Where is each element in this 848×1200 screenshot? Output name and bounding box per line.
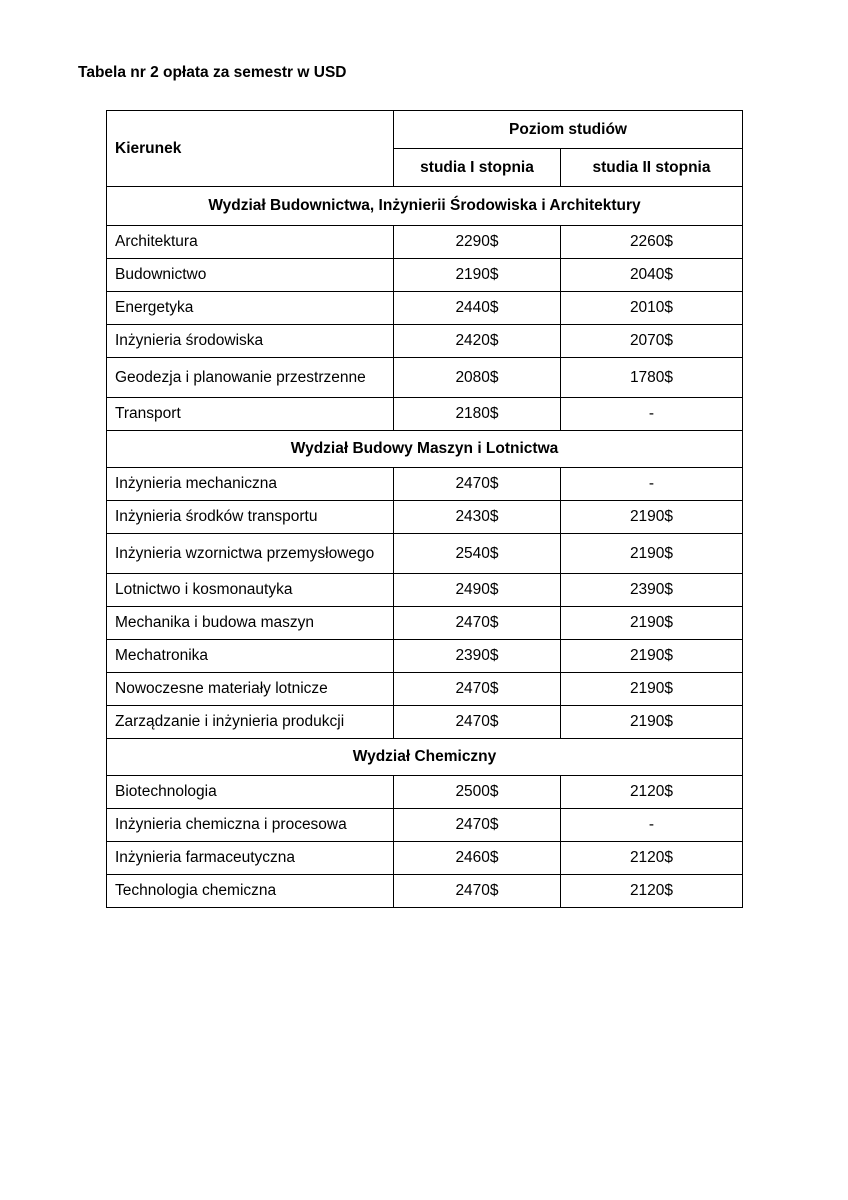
section-header — [107, 739, 743, 776]
row-second-value: 2190$ — [561, 706, 743, 739]
row-second-value: 2120$ — [561, 776, 743, 809]
row-first-value: 2490$ — [394, 574, 561, 607]
table-row — [107, 468, 743, 501]
row-second-value: 1780$ — [561, 358, 743, 398]
row-first-value: 2430$ — [394, 501, 561, 534]
row-second-value: 2070$ — [561, 325, 743, 358]
page-title: Tabela nr 2 opłata za semestr w USD — [78, 64, 347, 81]
table-row — [107, 673, 743, 706]
row-name: Inżynieria środków transportu — [107, 501, 394, 534]
row-name: Geodezja i planowanie przestrzenne — [107, 358, 394, 398]
row-name: Inżynieria środowiska — [107, 325, 394, 358]
section-title: Wydział Budownictwa, Inżynierii Środowiska i Architektury — [107, 187, 743, 226]
section-budowy-maszyn — [107, 431, 743, 739]
row-first-value: 2440$ — [394, 292, 561, 325]
row-name: Architektura — [107, 226, 394, 259]
row-second-value: 2010$ — [561, 292, 743, 325]
header-studia-i-stopnia: studia I stopnia — [394, 149, 561, 187]
row-first-value: 2460$ — [394, 842, 561, 875]
section-chemiczny — [107, 739, 743, 908]
row-name: Biotechnologia — [107, 776, 394, 809]
row-second-value: 2120$ — [561, 875, 743, 908]
row-second-value: 2190$ — [561, 534, 743, 574]
table-row — [107, 226, 743, 259]
section-title: Wydział Chemiczny — [107, 739, 743, 776]
row-name: Inżynieria mechaniczna — [107, 468, 394, 501]
row-second-value: 2120$ — [561, 842, 743, 875]
row-second-value: 2390$ — [561, 574, 743, 607]
fees-table — [106, 110, 743, 908]
row-name: Mechanika i budowa maszyn — [107, 607, 394, 640]
row-first-value: 2390$ — [394, 640, 561, 673]
section-header — [107, 431, 743, 468]
row-first-value: 2080$ — [394, 358, 561, 398]
section-header — [107, 187, 743, 226]
table-row — [107, 809, 743, 842]
table-row — [107, 358, 743, 398]
row-name: Nowoczesne materiały lotnicze — [107, 673, 394, 706]
table-row — [107, 776, 743, 809]
header-kierunek: Kierunek — [107, 111, 394, 187]
table-row — [107, 574, 743, 607]
row-second-value: 2190$ — [561, 607, 743, 640]
row-first-value: 2500$ — [394, 776, 561, 809]
row-second-value: 2190$ — [561, 640, 743, 673]
row-first-value: 2470$ — [394, 875, 561, 908]
table-row — [107, 706, 743, 739]
table-row — [107, 607, 743, 640]
table-row — [107, 325, 743, 358]
row-first-value: 2470$ — [394, 607, 561, 640]
row-first-value: 2540$ — [394, 534, 561, 574]
table-row — [107, 842, 743, 875]
section-title: Wydział Budowy Maszyn i Lotnictwa — [107, 431, 743, 468]
section-budownictwa — [107, 187, 743, 431]
row-first-value: 2470$ — [394, 809, 561, 842]
table-row — [107, 398, 743, 431]
row-name: Inżynieria wzornictwa przemysłowego — [107, 534, 394, 574]
row-name: Budownictwo — [107, 259, 394, 292]
row-first-value: 2180$ — [394, 398, 561, 431]
row-second-value: - — [561, 468, 743, 501]
row-second-value: 2190$ — [561, 673, 743, 706]
row-second-value: - — [561, 809, 743, 842]
row-first-value: 2470$ — [394, 468, 561, 501]
row-name: Inżynieria farmaceutyczna — [107, 842, 394, 875]
row-second-value: 2260$ — [561, 226, 743, 259]
row-name: Transport — [107, 398, 394, 431]
row-second-value: 2190$ — [561, 501, 743, 534]
table-row — [107, 640, 743, 673]
row-name: Technologia chemiczna — [107, 875, 394, 908]
table-row — [107, 292, 743, 325]
row-name: Zarządzanie i inżynieria produkcji — [107, 706, 394, 739]
row-name: Inżynieria chemiczna i procesowa — [107, 809, 394, 842]
row-first-value: 2420$ — [394, 325, 561, 358]
table-row — [107, 534, 743, 574]
row-first-value: 2470$ — [394, 706, 561, 739]
table-row — [107, 875, 743, 908]
row-first-value: 2290$ — [394, 226, 561, 259]
table-row — [107, 259, 743, 292]
row-first-value: 2470$ — [394, 673, 561, 706]
table-header — [107, 111, 743, 187]
row-name: Lotnictwo i kosmonautyka — [107, 574, 394, 607]
row-name: Mechatronika — [107, 640, 394, 673]
header-studia-ii-stopnia: studia II stopnia — [561, 149, 743, 187]
table-row — [107, 501, 743, 534]
header-poziom-studiow: Poziom studiów — [394, 111, 743, 149]
row-second-value: - — [561, 398, 743, 431]
row-name: Energetyka — [107, 292, 394, 325]
row-second-value: 2040$ — [561, 259, 743, 292]
row-first-value: 2190$ — [394, 259, 561, 292]
